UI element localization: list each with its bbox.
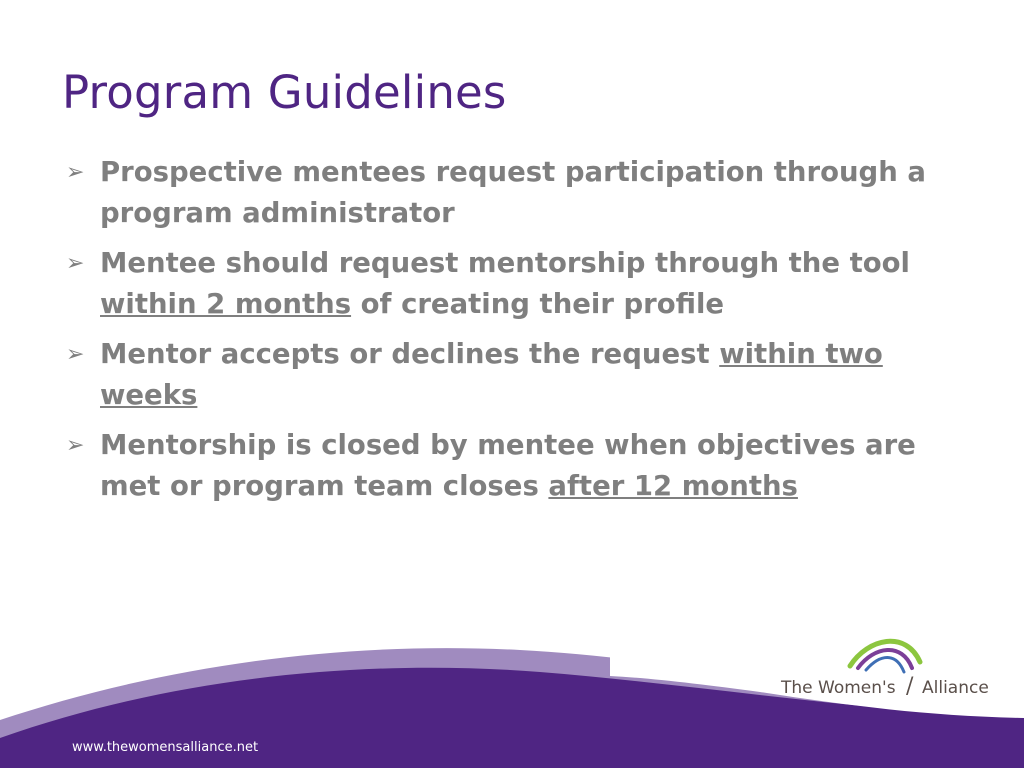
footer-url: www.thewomensalliance.net: [72, 740, 259, 755]
bullet-item: [64, 425, 974, 507]
logo-text-right: Alliance: [922, 678, 989, 698]
arrow-bullet-icon: ➢: [66, 342, 85, 367]
bullet-list: [64, 152, 974, 516]
bullet-emphasis: within 2 months: [100, 288, 352, 320]
bullet-text: Mentorship is closed by mentee when objectives are met or program team closes: [100, 429, 916, 502]
bullet-item: [64, 152, 974, 234]
logo-text-left: The Women's: [781, 678, 896, 698]
slide-title: Program Guidelines: [62, 66, 507, 119]
bullet-item: [64, 243, 974, 325]
arrow-bullet-icon: ➢: [66, 433, 85, 458]
bullet-text-end: of creating their profile: [351, 288, 725, 320]
bullet-item: [64, 334, 974, 416]
bullet-emphasis: after 12 months: [548, 470, 798, 502]
bullet-text: Mentee should request mentorship through the tool: [100, 247, 910, 279]
bullet-emphasis: within two weeks: [100, 338, 883, 411]
logo-separator: /: [906, 674, 914, 699]
arrow-bullet-icon: ➢: [66, 251, 85, 276]
arrow-bullet-icon: ➢: [66, 160, 85, 185]
bullet-text: Mentor accepts or declines the request: [100, 338, 720, 370]
bullet-text: Prospective mentees request participation through a program administrator: [100, 156, 926, 229]
